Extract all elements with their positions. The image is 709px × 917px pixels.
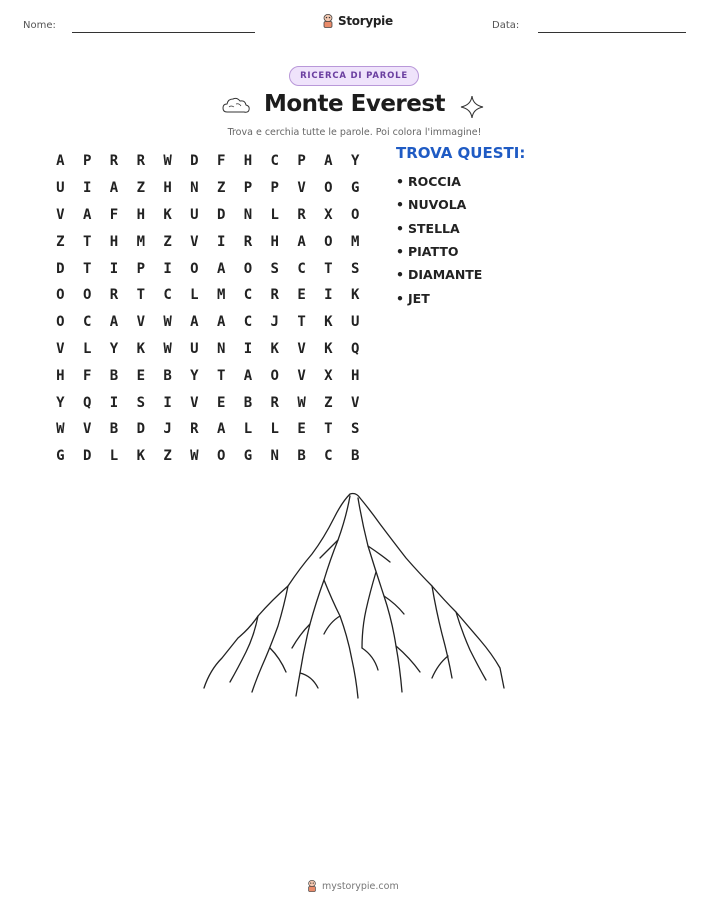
grid-letter: W xyxy=(297,394,306,411)
grid-letter: N xyxy=(190,180,199,197)
grid-letter: P xyxy=(82,153,92,170)
grid-letter: Y xyxy=(56,394,65,411)
grid-letter: E xyxy=(297,421,306,438)
grid-letter: J xyxy=(270,314,279,331)
instructions: Trova e cerchia tutte le parole. Poi colora l'immagine! xyxy=(227,127,482,138)
grid-letter: Z xyxy=(136,180,145,197)
word-search-grid xyxy=(47,148,369,470)
grid-letter: A xyxy=(190,314,199,331)
grid-letter: N xyxy=(216,340,226,357)
grid-row xyxy=(47,175,369,202)
grid-letter: T xyxy=(297,314,306,331)
grid-letter: L xyxy=(82,340,92,357)
grid-letter: U xyxy=(56,180,65,197)
grid-letter: Y xyxy=(190,367,199,384)
grid-letter: S xyxy=(270,260,279,277)
grid-letter: O xyxy=(56,314,65,331)
grid-letter: U xyxy=(190,340,199,357)
grid-letter: V xyxy=(297,367,306,384)
storypie-mascot-icon xyxy=(321,13,335,29)
grid-letter: K xyxy=(136,448,145,465)
grid-letter: P xyxy=(243,180,253,197)
grid-letter: R xyxy=(136,153,145,170)
grid-letter: A xyxy=(109,314,119,331)
grid-letter: A xyxy=(243,367,253,384)
grid-letter: D xyxy=(82,448,92,465)
bullet: • xyxy=(396,244,404,260)
grid-letter: R xyxy=(109,287,119,304)
grid-letter: E xyxy=(216,394,226,411)
word-list-item xyxy=(396,240,482,263)
footer xyxy=(306,879,399,893)
grid-letter: M xyxy=(216,287,226,304)
grid-letter: G xyxy=(243,448,253,465)
name-line xyxy=(72,32,255,33)
grid-letter: S xyxy=(136,394,145,411)
grid-letter: K xyxy=(324,340,333,357)
grid-letter: O xyxy=(350,206,360,223)
grid-letter: H xyxy=(109,233,119,250)
grid-letter: C xyxy=(82,314,92,331)
grid-row xyxy=(47,443,369,470)
grid-letter: N xyxy=(243,206,253,223)
grid-letter: L xyxy=(270,206,279,223)
word-list-title: TROVA QUESTI: xyxy=(396,144,526,162)
grid-letter: B xyxy=(350,448,360,465)
grid-row xyxy=(47,228,369,255)
grid-letter: M xyxy=(136,233,145,250)
date-line xyxy=(538,32,686,33)
word-list-item xyxy=(396,263,482,286)
grid-letter: V xyxy=(350,394,360,411)
grid-letter: Z xyxy=(163,448,172,465)
grid-letter: V xyxy=(190,394,199,411)
grid-letter: B xyxy=(243,394,253,411)
grid-letter: D xyxy=(190,153,199,170)
grid-letter: E xyxy=(136,367,145,384)
word-list-item xyxy=(396,193,482,216)
grid-letter: I xyxy=(109,394,119,411)
grid-letter: L xyxy=(109,448,119,465)
grid-letter: D xyxy=(56,260,65,277)
date-label: Data: xyxy=(492,20,520,31)
grid-letter: Y xyxy=(350,153,360,170)
grid-letter: V xyxy=(297,180,306,197)
grid-letter: V xyxy=(56,206,65,223)
grid-letter: W xyxy=(163,340,172,357)
grid-letter: R xyxy=(297,206,306,223)
grid-letter: I xyxy=(216,233,226,250)
grid-letter: H xyxy=(163,180,172,197)
grid-letter: R xyxy=(109,153,119,170)
grid-letter: A xyxy=(216,260,226,277)
grid-letter: V xyxy=(190,233,199,250)
grid-letter: Z xyxy=(56,233,65,250)
word-list-item xyxy=(396,170,482,193)
grid-letter: K xyxy=(270,340,279,357)
grid-letter: I xyxy=(109,260,119,277)
grid-letter: U xyxy=(190,206,199,223)
grid-letter: A xyxy=(324,153,333,170)
grid-letter: Z xyxy=(163,233,172,250)
grid-letter: C xyxy=(163,287,172,304)
grid-letter: M xyxy=(350,233,360,250)
grid-row xyxy=(47,336,369,363)
name-label: Nome: xyxy=(23,20,56,31)
word-list xyxy=(396,170,482,310)
grid-letter: H xyxy=(350,367,360,384)
grid-letter: A xyxy=(109,180,119,197)
bullet: • xyxy=(396,290,404,306)
grid-letter: W xyxy=(163,153,172,170)
grid-letter: A xyxy=(56,153,65,170)
grid-letter: B xyxy=(297,448,306,465)
grid-letter: G xyxy=(350,180,360,197)
grid-letter: Q xyxy=(82,394,92,411)
brand-name: Storypie xyxy=(338,14,393,28)
grid-letter: K xyxy=(136,340,145,357)
grid-letter: R xyxy=(243,233,253,250)
word-text: NUVOLA xyxy=(408,197,467,213)
grid-letter: A xyxy=(82,206,92,223)
footer-url: mystorypie.com xyxy=(322,880,399,892)
grid-letter: R xyxy=(190,421,199,438)
bullet: • xyxy=(396,174,404,190)
grid-letter: T xyxy=(82,260,92,277)
grid-row xyxy=(47,309,369,336)
grid-letter: P xyxy=(297,153,306,170)
grid-letter: X xyxy=(324,367,333,384)
grid-letter: F xyxy=(216,153,226,170)
grid-letter: K xyxy=(350,287,360,304)
grid-letter: R xyxy=(270,394,279,411)
word-text: STELLA xyxy=(408,220,460,236)
grid-letter: C xyxy=(297,260,306,277)
word-text: DIAMANTE xyxy=(408,267,483,283)
grid-letter: P xyxy=(270,180,279,197)
grid-letter: Y xyxy=(109,340,119,357)
grid-letter: O xyxy=(270,367,279,384)
grid-letter: I xyxy=(82,180,92,197)
grid-letter: G xyxy=(56,448,65,465)
grid-letter: A xyxy=(297,233,306,250)
grid-letter: Z xyxy=(324,394,333,411)
grid-letter: H xyxy=(243,153,253,170)
grid-letter: O xyxy=(56,287,65,304)
page-title: Monte Everest xyxy=(263,91,446,117)
activity-badge: RICERCA DI PAROLE xyxy=(289,66,419,86)
grid-letter: H xyxy=(270,233,279,250)
bullet: • xyxy=(396,220,404,236)
grid-letter: K xyxy=(324,314,333,331)
grid-letter: O xyxy=(324,180,333,197)
grid-letter: V xyxy=(82,421,92,438)
grid-letter: O xyxy=(324,233,333,250)
grid-letter: T xyxy=(324,421,333,438)
grid-row xyxy=(47,416,369,443)
grid-letter: H xyxy=(136,206,145,223)
grid-letter: S xyxy=(350,421,360,438)
grid-letter: L xyxy=(270,421,279,438)
grid-letter: I xyxy=(163,260,172,277)
grid-row xyxy=(47,282,369,309)
grid-letter: L xyxy=(190,287,199,304)
grid-letter: A xyxy=(216,314,226,331)
word-list-item xyxy=(396,286,482,309)
grid-letter: N xyxy=(270,448,279,465)
grid-letter: I xyxy=(324,287,333,304)
grid-letter: A xyxy=(216,421,226,438)
grid-letter: T xyxy=(136,287,145,304)
grid-letter: W xyxy=(163,314,172,331)
grid-letter: C xyxy=(324,448,333,465)
grid-letter: B xyxy=(109,367,119,384)
grid-row xyxy=(47,389,369,416)
grid-letter: K xyxy=(163,206,172,223)
grid-letter: S xyxy=(350,260,360,277)
grid-letter: O xyxy=(216,448,226,465)
grid-letter: V xyxy=(297,340,306,357)
grid-letter: F xyxy=(82,367,92,384)
grid-letter: U xyxy=(350,314,360,331)
grid-letter: T xyxy=(82,233,92,250)
word-text: JET xyxy=(408,290,430,306)
word-text: ROCCIA xyxy=(408,174,461,190)
brand-logo xyxy=(321,13,393,29)
grid-letter: C xyxy=(243,314,253,331)
grid-letter: C xyxy=(270,153,279,170)
grid-letter: R xyxy=(270,287,279,304)
grid-letter: D xyxy=(216,206,226,223)
grid-row xyxy=(47,255,369,282)
grid-letter: O xyxy=(82,287,92,304)
grid-row xyxy=(47,202,369,229)
word-list-item xyxy=(396,217,482,240)
grid-letter: J xyxy=(163,421,172,438)
grid-row xyxy=(47,362,369,389)
grid-letter: W xyxy=(56,421,65,438)
grid-letter: L xyxy=(243,421,253,438)
storypie-mascot-icon xyxy=(306,879,318,893)
grid-row xyxy=(47,148,369,175)
word-text: PIATTO xyxy=(408,244,459,260)
bullet: • xyxy=(396,197,404,213)
grid-letter: Q xyxy=(350,340,360,357)
grid-letter: O xyxy=(243,260,253,277)
bullet: • xyxy=(396,267,404,283)
grid-letter: O xyxy=(190,260,199,277)
grid-letter: B xyxy=(109,421,119,438)
grid-letter: I xyxy=(243,340,253,357)
sparkle-icon xyxy=(459,94,485,120)
grid-letter: P xyxy=(136,260,145,277)
grid-letter: X xyxy=(324,206,333,223)
mountain-coloring-icon xyxy=(200,488,510,703)
grid-letter: T xyxy=(324,260,333,277)
grid-letter: W xyxy=(190,448,199,465)
grid-letter: V xyxy=(136,314,145,331)
grid-letter: T xyxy=(216,367,226,384)
grid-letter: F xyxy=(109,206,119,223)
grid-letter: B xyxy=(163,367,172,384)
grid-letter: H xyxy=(56,367,65,384)
grid-letter: D xyxy=(136,421,145,438)
grid-letter: V xyxy=(56,340,65,357)
grid-letter: I xyxy=(163,394,172,411)
grid-letter: Z xyxy=(216,180,226,197)
grid-letter: C xyxy=(243,287,253,304)
grid-letter: E xyxy=(297,287,306,304)
